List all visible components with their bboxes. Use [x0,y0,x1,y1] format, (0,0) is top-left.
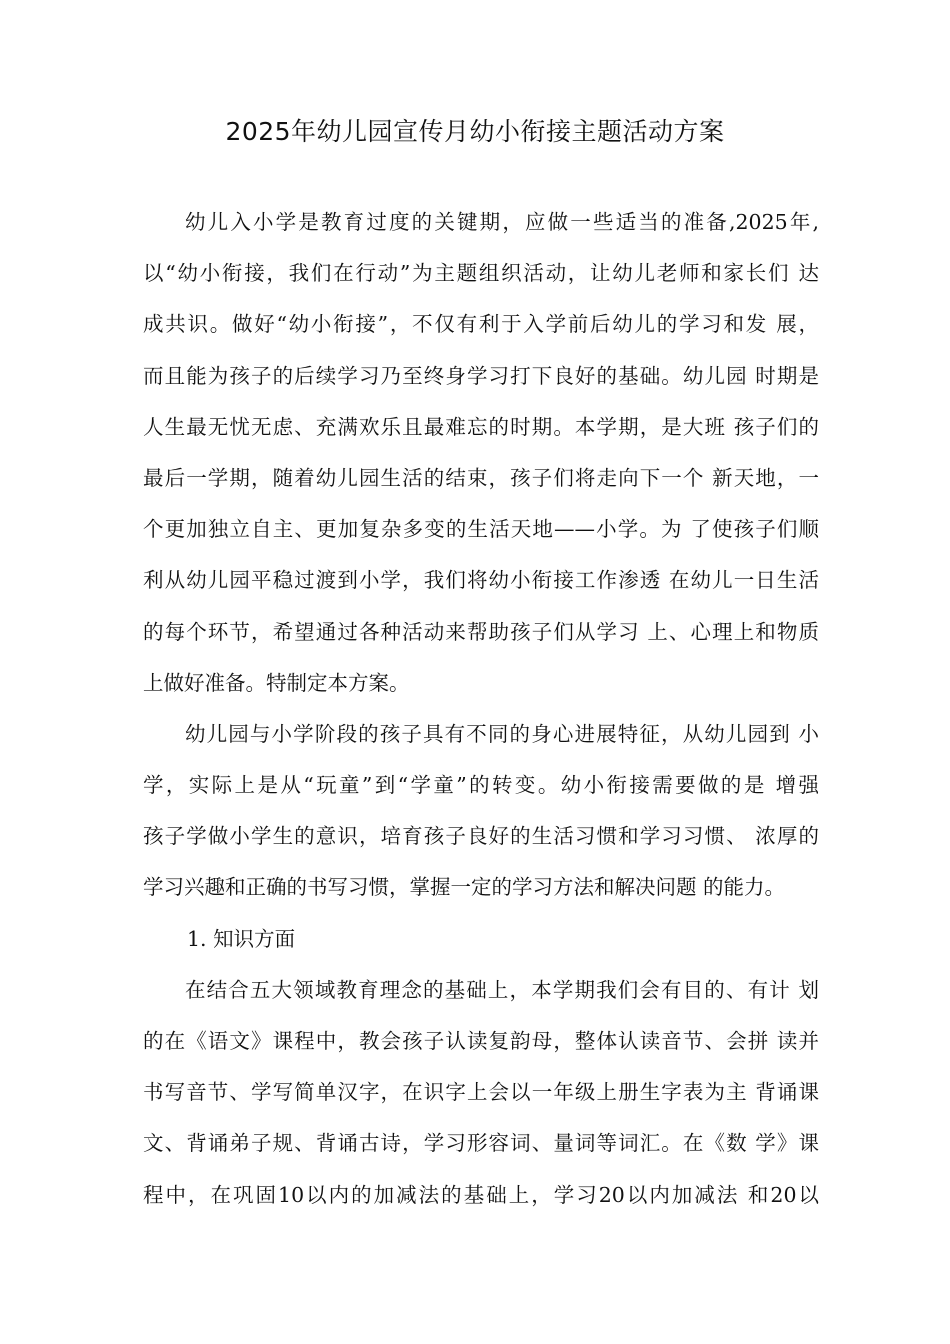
paragraph-line: 孩子学做小学生的意识，培育孩子良好的生活习惯和学习习惯、 浓厚的 [143,824,819,849]
paragraph-line: 程中，在巩固10以内的加减法的基础上，学习20以内加减法 和20以 [143,1182,819,1207]
section-heading: 1. 知识方面 [187,926,296,951]
paragraph-line: 而且能为孩子的后续学习乃至终身学习打下良好的基础。幼儿园 时期是 [143,363,819,388]
document-title: 2025年幼儿园宣传月幼小衔接主题活动方案 [225,117,725,146]
paragraph-line: 成共识。做好“幼小衔接”，不仅有利于入学前后幼儿的学习和发 展， [143,312,819,337]
paragraph-line: 利从幼儿园平稳过渡到小学，我们将幼小衔接工作渗透 在幼儿一日生活 [143,568,819,593]
paragraph-line: 学，实际上是从“玩童”到“学童”的转变。幼小衔接需要做的是 增强 [143,773,819,798]
paragraph-line: 幼儿园与小学阶段的孩子具有不同的身心进展特征，从幼儿园到 小 [185,721,819,746]
paragraph-line: 的在《语文》课程中，教会孩子认读复韵母，整体认读音节、会拼 读并 [143,1029,819,1053]
paragraph-line: 个更加独立自主、更加复杂多变的生活天地——小学。为 了使孩子们顺 [143,517,819,542]
paragraph-line: 学习兴趣和正确的书写习惯，掌握一定的学习方法和解决问题 的能力。 [143,875,786,900]
paragraph-line: 人生最无忧无虑、充满欢乐且最难忘的时期。本学期，是大班 孩子们的 [143,414,819,439]
paragraph-line: 上做好准备。特制定本方案。 [143,670,410,695]
paragraph-line: 幼儿入小学是教育过度的关键期，应做一些适当的准备,2025年, [185,210,819,234]
paragraph-line: 文、背诵弟子规、背诵古诗，学习形容词、量词等词汇。在《数 学》课 [143,1131,819,1156]
paragraph-line: 最后一学期，随着幼儿园生活的结束，孩子们将走向下一个 新天地，一 [143,465,819,490]
document-body [143,202,819,1226]
paragraph-line: 的每个环节，希望通过各种活动来帮助孩子们从学习 上、心理上和物质 [143,619,819,644]
paragraph-line: 以“幼小衔接，我们在行动”为主题组织活动，让幼儿老师和家长们 达 [143,261,819,286]
paragraph-line: 在结合五大领域教育理念的基础上，本学期我们会有目的、有计 划 [185,977,819,1002]
paragraph-line: 书写音节、学写简单汉字，在识字上会以一年级上册生字表为主 背诵课 [143,1080,819,1105]
